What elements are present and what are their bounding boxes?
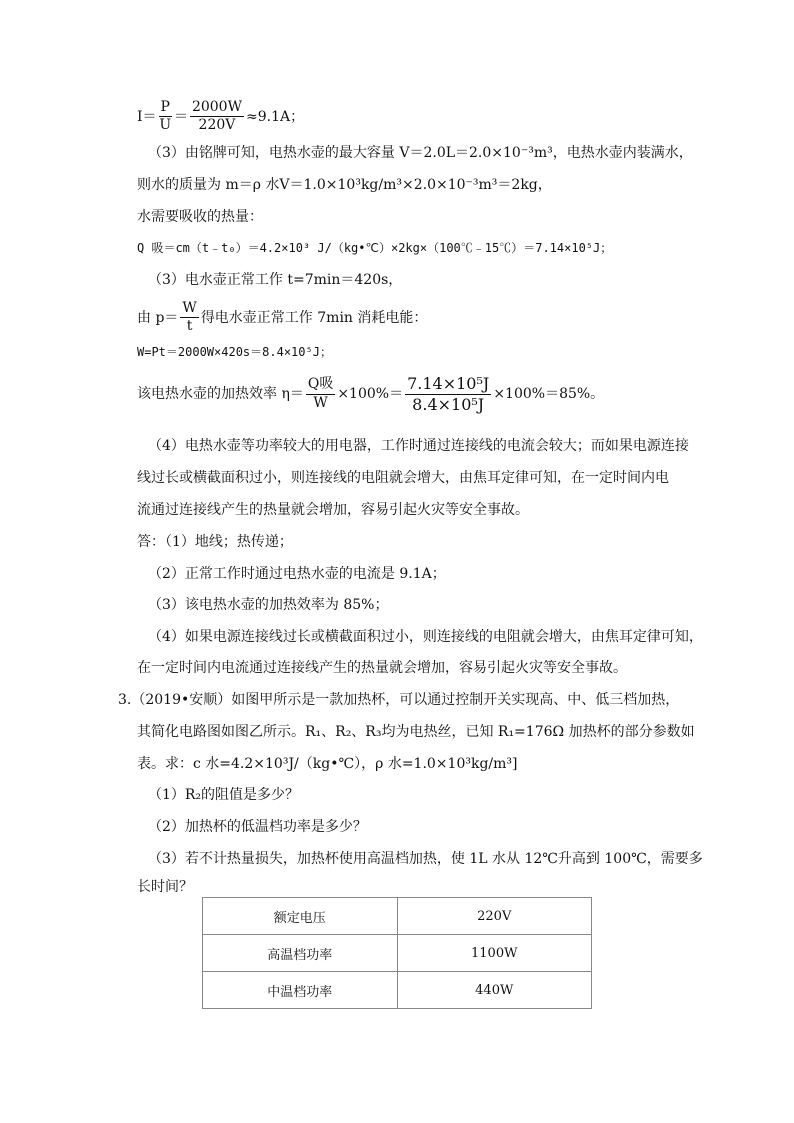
current-result: ≈9.1A； [245,108,305,125]
text-line: （3）电水壶正常工作 t=7min＝420s， [148,272,403,288]
frac-numerator: P [159,100,172,117]
question-3-line: 长时间？ [137,879,193,895]
table-row [203,898,592,935]
text-line: 流通过连接线产生的热量就会增加，容易引起火灾等安全事故。 [137,502,529,518]
param-label: 高温档功率 [203,935,398,972]
frac-numerator: Q吸 [306,377,335,394]
table-row [203,935,592,972]
fraction-energy-ratio [405,375,491,413]
param-value: 440W [397,972,592,1009]
param-value: 1100W [397,935,592,972]
param-value: 220V [397,898,592,935]
text-line: 线过长或横截面积过小，则连接线的电阻就会增大，由焦耳定律可知，在一定时间内电 [137,470,669,486]
current-formula [137,100,304,134]
equals-sign: ＝ [173,108,188,125]
eff-mid: ×100%＝ [337,386,404,403]
fraction-p-over-u [159,100,172,134]
table-row [203,972,592,1009]
text-line: （3）该电热水壶的加热效率为 85%； [148,597,389,613]
text-line: 水需要吸收的热量： [137,209,263,225]
param-label: 中温档功率 [203,972,398,1009]
frac-numerator: W [180,301,198,318]
frac-denominator: 220V [198,117,236,134]
energy-pre: 由 p＝ [137,309,179,326]
frac-denominator: 8.4×10⁵J [412,394,485,414]
question-3-line: 表。求：c 水=4.2×10³J/（kg•℃），ρ 水=1.0×10³kg/m³] [137,756,518,772]
answer-heading: 答：（1）地线；热传递； [137,534,293,550]
fraction-power-over-voltage [190,100,244,134]
energy-formula [137,301,427,335]
frac-denominator: W [313,394,328,411]
param-label: 额定电压 [203,898,398,935]
frac-numerator: 7.14×10⁵J [407,374,490,393]
question-3-part-2: （2）加热杯的低温档功率是多少？ [148,819,367,835]
text-line: （2）正常工作时通过电热水壶的电流是 9.1A； [148,566,446,582]
text-line: （3）由铭牌可知，电热水壶的最大容量 V＝2.0L＝2.0×10⁻³m³，电热水壶内装满水， [148,145,693,161]
parameter-table [202,897,592,1009]
question-3-line: 其简化电路图如图乙所示。R₁、R₂、R₃均为电热丝，已知 R₁=176Ω 加热杯的部分参数如 [137,724,695,740]
fraction-q-over-w [306,377,335,411]
text-line: Q 吸＝cm（t﹣t₀）＝4.2×10³ J/（kg•℃）×2kg×（100℃﹣15℃）＝7.14×10⁵J； [137,241,613,255]
eff-post: ×100%＝85%。 [493,386,605,403]
text-line: 则水的质量为 m＝ρ 水V＝1.0×10³kg/m³×2.0×10⁻³m³＝2kg， [137,177,552,193]
energy-post: 得电水壶正常工作 7min 消耗电能： [200,309,428,326]
frac-denominator: t [186,318,193,335]
text-line: W=Pt＝2000W×420s＝8.4×10⁵J； [137,345,332,359]
current-lhs: I＝ [137,108,157,125]
fraction-w-over-t [180,301,198,335]
question-3-part-3: （3）若不计热量损失，加热杯使用高温档加热，使 1L 水从 12℃升高到 100℃，需要多 [148,851,703,867]
frac-numerator: 2000W [190,100,244,117]
eff-pre: 该电热水壶的加热效率 η＝ [137,386,304,403]
question-3-part-1: （1）R₂的阻值是多少？ [148,787,300,803]
text-line: （4）如果电源连接线过长或横截面积过小，则连接线的电阻就会增大，由焦耳定律可知， [148,629,703,645]
frac-denominator: U [159,117,172,134]
efficiency-formula [137,375,604,413]
text-line: （4）电热水壶等功率较大的用电器，工作时通过连接线的电流会较大；而如果电源连接 [148,438,689,454]
question-3-line: 3.（2019•安顺）如图甲所示是一款加热杯，可以通过控制开关实现高、中、低三档加热， [118,692,680,708]
text-line: 在一定时间内电流通过连接线产生的热量就会增加，容易引起火灾等安全事故。 [137,660,627,676]
